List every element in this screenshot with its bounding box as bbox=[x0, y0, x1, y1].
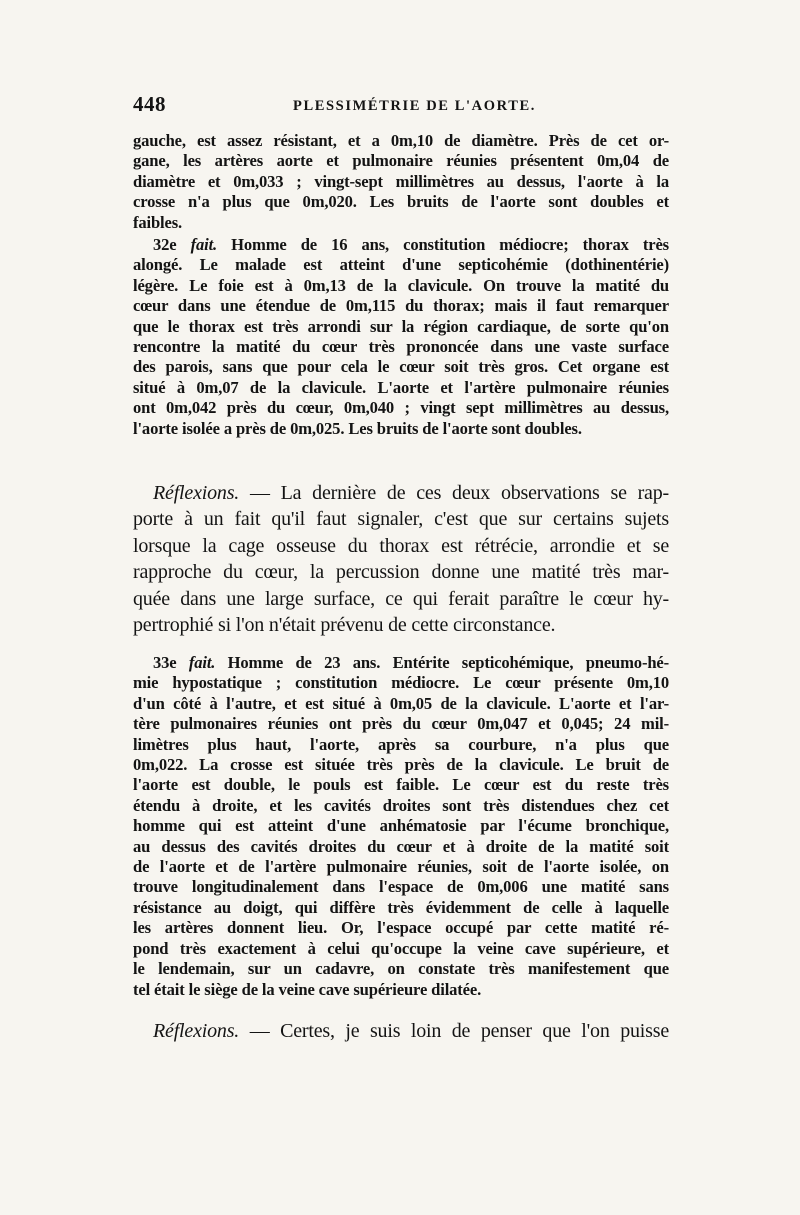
reflexions-label: Réflexions. bbox=[153, 482, 240, 504]
text-line: d'un côté à l'autre, et est situé à 0m,05 de la clavicule. L'aorte et l'ar- bbox=[133, 693, 669, 713]
text-line: le lendemain, sur un cadavre, on constate très manifestement que bbox=[133, 959, 669, 979]
text-line: résistance au doigt, qui diffère très évidemment de celle à laquelle bbox=[133, 897, 669, 917]
running-head: PLESSIMÉTRIE DE L'AORTE. bbox=[293, 98, 536, 114]
text-line: au dessus des cavités droites du cœur et à droite de la matité soit bbox=[133, 836, 669, 856]
observation-label: fait. bbox=[190, 235, 218, 254]
observation-number: 33e bbox=[153, 653, 177, 672]
text-line: homme qui est atteint d'une anhématosie par l'écume bronchique, bbox=[133, 816, 669, 836]
text-line: pertrophié si l'on n'était prévenu de cette circonstance. bbox=[133, 614, 556, 637]
text-line: légère. Le foie est à 0m,13 de la clavicule. On trouve la matité du bbox=[133, 275, 669, 295]
observation-number: 32e bbox=[153, 235, 177, 254]
observation-label: fait. bbox=[188, 653, 216, 672]
text-line: ont 0m,042 près du cœur, 0m,040 ; vingt sept millimètres au dessus, bbox=[133, 398, 669, 418]
text-line: 0m,022. La crosse est située très près de la clavicule. Le bruit de bbox=[133, 755, 669, 775]
text-line: situé à 0m,07 de la clavicule. L'aorte et l'artère pulmonaire réunies bbox=[133, 377, 669, 397]
text-line: de l'aorte et de l'artère pulmonaire réunies, soit de l'aorte isolée, on bbox=[133, 857, 669, 877]
text-line: lorsque la cage osseuse du thorax est rétrécie, arrondie et se bbox=[133, 534, 669, 557]
paragraph-continuation bbox=[133, 131, 669, 233]
reflexions-label: Réflexions. bbox=[153, 1020, 240, 1042]
text-line: l'aorte isolée a près de 0m,025. Les bruits de l'aorte sont doubles. bbox=[133, 418, 582, 438]
text-line: limètres plus haut, l'aorte, après sa courbure, n'a plus que bbox=[133, 734, 669, 754]
text-line: les artères donnent lieu. Or, l'espace occupé par cette matité ré- bbox=[133, 918, 669, 938]
text-line: que le thorax est très arrondi sur la région cardiaque, de sorte qu'on bbox=[133, 316, 669, 336]
text-line: tel était le siège de la veine cave supérieure dilatée. bbox=[133, 979, 482, 999]
text-line: rapproche du cœur, la percussion donne une matité très mar- bbox=[133, 561, 669, 584]
page-header bbox=[133, 92, 669, 122]
text-line: rencontre la matité du cœur très prononcée dans une vaste surface bbox=[133, 337, 669, 357]
text-line: cœur dans une étendue de 0m,115 du thorax; mais il faut remarquer bbox=[133, 296, 669, 316]
text-line: 32e fait. Homme de 16 ans, constitution médiocre; thorax très bbox=[153, 235, 669, 254]
text-line: 33e fait. Homme de 23 ans. Entérite septicohémique, pneumo-hé- bbox=[153, 653, 670, 672]
text-line: faibles. bbox=[133, 212, 183, 232]
page-number: 448 bbox=[133, 92, 166, 116]
text-line: quée dans une large surface, ce qui ferait paraître le cœur hy- bbox=[133, 587, 669, 610]
text-line: des parois, sans que pour cela le cœur soit très gros. Cet organe est bbox=[133, 357, 669, 377]
text-line: Réflexions. — Certes, je suis loin de penser que l'on puisse bbox=[153, 1020, 669, 1042]
reflexions-paragraph-2 bbox=[133, 1018, 669, 1044]
text-line: gane, les artères aorte et pulmonaire réunies présentent 0m,04 de bbox=[133, 151, 669, 171]
text-line: alongé. Le malade est atteint d'une septicohémie (dothinentérie) bbox=[133, 255, 669, 275]
observation-33 bbox=[133, 653, 669, 1000]
text-line: diamètre et 0m,033 ; vingt-sept millimètres au dessus, l'aorte à la bbox=[133, 171, 669, 191]
text-line: trouve longitudinalement dans l'espace de 0m,006 une matité sans bbox=[133, 877, 669, 897]
text-line: crosse n'a plus que 0m,020. Les bruits de l'aorte sont doubles et bbox=[133, 192, 669, 212]
text-line: étendu à droite, et les cavités droites sont très distendues chez cet bbox=[133, 795, 669, 815]
observation-32 bbox=[133, 235, 669, 439]
text-line: tère pulmonaires réunies ont près du cœur 0m,047 et 0,045; 24 mil- bbox=[133, 714, 669, 734]
text-line: mie hypostatique ; constitution médiocre. Le cœur présente 0m,10 bbox=[133, 673, 669, 693]
text-line: porte à un fait qu'il faut signaler, c'est que sur certains sujets bbox=[133, 508, 669, 531]
text-line: Réflexions. — La dernière de ces deux observations se rap- bbox=[153, 482, 669, 504]
reflexions-paragraph-1 bbox=[133, 480, 669, 638]
text-line: l'aorte est double, le pouls est faible. Le cœur est du reste très bbox=[133, 775, 669, 795]
text-line: gauche, est assez résistant, et a 0m,10 de diamètre. Près de cet or- bbox=[133, 131, 669, 150]
text-line: pond très exactement à celui qu'occupe la veine cave supérieure, et bbox=[133, 938, 669, 958]
